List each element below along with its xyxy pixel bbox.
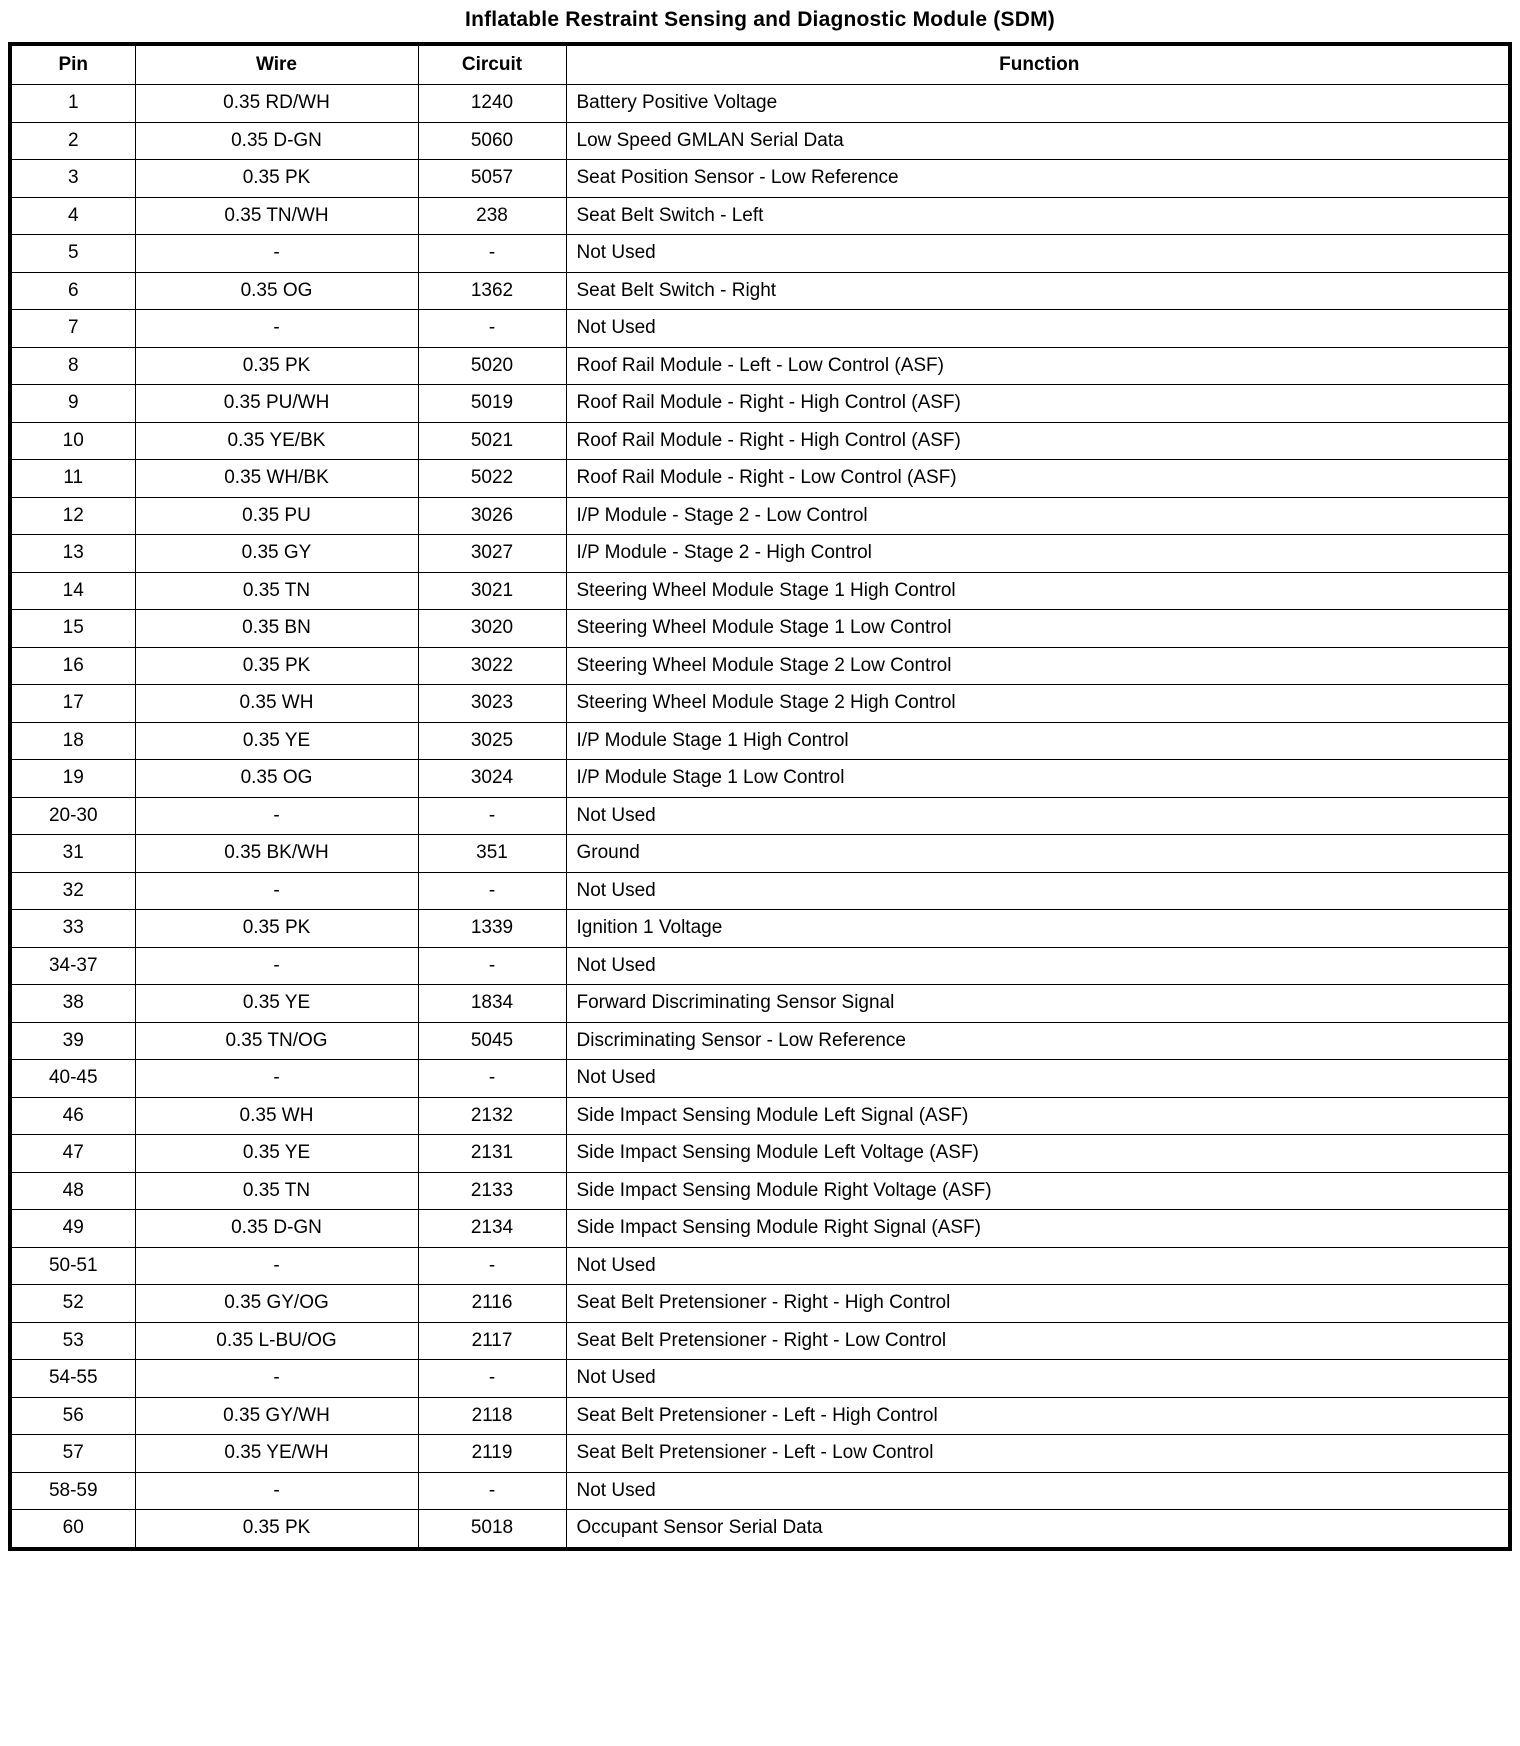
table-row — [10, 497, 1510, 535]
pin-cell: 32 — [10, 872, 135, 910]
circuit-cell: - — [418, 1472, 566, 1510]
table-row — [10, 685, 1510, 723]
table-row — [10, 272, 1510, 310]
table-row — [10, 572, 1510, 610]
circuit-cell: - — [418, 235, 566, 273]
function-cell: Side Impact Sensing Module Left Voltage (ASF) — [566, 1135, 1510, 1173]
function-cell: Side Impact Sensing Module Left Signal (ASF) — [566, 1097, 1510, 1135]
pin-cell: 8 — [10, 347, 135, 385]
pin-cell: 48 — [10, 1172, 135, 1210]
function-cell: Seat Position Sensor - Low Reference — [566, 160, 1510, 198]
circuit-cell: 3024 — [418, 760, 566, 798]
wire-cell: - — [135, 947, 418, 985]
table-row — [10, 722, 1510, 760]
table-row — [10, 760, 1510, 798]
function-cell: Forward Discriminating Sensor Signal — [566, 985, 1510, 1023]
function-cell: Seat Belt Pretensioner - Right - High Control — [566, 1285, 1510, 1323]
header-circuit: Circuit — [418, 44, 566, 85]
circuit-cell: 5057 — [418, 160, 566, 198]
circuit-cell: - — [418, 947, 566, 985]
wire-cell: - — [135, 1360, 418, 1398]
pin-cell: 4 — [10, 197, 135, 235]
function-cell: Roof Rail Module - Right - Low Control (ASF) — [566, 460, 1510, 498]
pin-cell: 14 — [10, 572, 135, 610]
pin-cell: 12 — [10, 497, 135, 535]
function-cell: I/P Module Stage 1 High Control — [566, 722, 1510, 760]
circuit-cell: - — [418, 1247, 566, 1285]
wire-cell: - — [135, 872, 418, 910]
pin-cell: 15 — [10, 610, 135, 648]
function-cell: Seat Belt Pretensioner - Right - Low Control — [566, 1322, 1510, 1360]
function-cell: Ground — [566, 835, 1510, 873]
pin-cell: 47 — [10, 1135, 135, 1173]
pin-cell: 58-59 — [10, 1472, 135, 1510]
wire-cell: 0.35 OG — [135, 760, 418, 798]
pin-cell: 54-55 — [10, 1360, 135, 1398]
function-cell: I/P Module - Stage 2 - High Control — [566, 535, 1510, 573]
table-row — [10, 310, 1510, 348]
table-row — [10, 385, 1510, 423]
pin-cell: 6 — [10, 272, 135, 310]
table-row — [10, 1210, 1510, 1248]
table-row — [10, 610, 1510, 648]
function-cell: Seat Belt Pretensioner - Left - High Control — [566, 1397, 1510, 1435]
pin-cell: 49 — [10, 1210, 135, 1248]
header-row — [10, 44, 1510, 85]
table-row — [10, 160, 1510, 198]
wire-cell: 0.35 PK — [135, 160, 418, 198]
table-row — [10, 1360, 1510, 1398]
header-wire: Wire — [135, 44, 418, 85]
pin-cell: 1 — [10, 85, 135, 123]
circuit-cell: 3023 — [418, 685, 566, 723]
pin-cell: 57 — [10, 1435, 135, 1473]
function-cell: Steering Wheel Module Stage 1 High Control — [566, 572, 1510, 610]
circuit-cell: 2118 — [418, 1397, 566, 1435]
table-row — [10, 197, 1510, 235]
table-row — [10, 235, 1510, 273]
function-cell: Occupant Sensor Serial Data — [566, 1510, 1510, 1549]
wire-cell: 0.35 GY/WH — [135, 1397, 418, 1435]
pin-cell: 11 — [10, 460, 135, 498]
wire-cell: 0.35 WH — [135, 1097, 418, 1135]
table-body — [10, 85, 1510, 1549]
function-cell: Not Used — [566, 1247, 1510, 1285]
function-cell: Not Used — [566, 872, 1510, 910]
function-cell: Not Used — [566, 1360, 1510, 1398]
circuit-cell: 2134 — [418, 1210, 566, 1248]
wire-cell: 0.35 GY — [135, 535, 418, 573]
wire-cell: - — [135, 310, 418, 348]
table-row — [10, 985, 1510, 1023]
function-cell: Seat Belt Switch - Right — [566, 272, 1510, 310]
table-row — [10, 1022, 1510, 1060]
function-cell: Steering Wheel Module Stage 2 Low Control — [566, 647, 1510, 685]
pin-cell: 56 — [10, 1397, 135, 1435]
function-cell: Low Speed GMLAN Serial Data — [566, 122, 1510, 160]
circuit-cell: 1362 — [418, 272, 566, 310]
circuit-cell: 5021 — [418, 422, 566, 460]
pin-cell: 50-51 — [10, 1247, 135, 1285]
circuit-cell: 3022 — [418, 647, 566, 685]
wire-cell: 0.35 YE — [135, 985, 418, 1023]
pin-cell: 9 — [10, 385, 135, 423]
wire-cell: 0.35 BN — [135, 610, 418, 648]
table-row — [10, 1172, 1510, 1210]
wire-cell: 0.35 PK — [135, 347, 418, 385]
circuit-cell: 1339 — [418, 910, 566, 948]
circuit-cell: 5060 — [418, 122, 566, 160]
function-cell: Not Used — [566, 947, 1510, 985]
pin-cell: 16 — [10, 647, 135, 685]
pin-cell: 2 — [10, 122, 135, 160]
function-cell: Seat Belt Pretensioner - Left - Low Control — [566, 1435, 1510, 1473]
function-cell: Battery Positive Voltage — [566, 85, 1510, 123]
function-cell: Roof Rail Module - Left - Low Control (ASF) — [566, 347, 1510, 385]
circuit-cell: 2133 — [418, 1172, 566, 1210]
circuit-cell: 2119 — [418, 1435, 566, 1473]
wire-cell: - — [135, 235, 418, 273]
circuit-cell: 5022 — [418, 460, 566, 498]
function-cell: Steering Wheel Module Stage 2 High Control — [566, 685, 1510, 723]
circuit-cell: 3027 — [418, 535, 566, 573]
table-row — [10, 647, 1510, 685]
wire-cell: 0.35 OG — [135, 272, 418, 310]
wire-cell: 0.35 TN — [135, 1172, 418, 1210]
wire-cell: 0.35 D-GN — [135, 122, 418, 160]
table-header — [10, 44, 1510, 85]
function-cell: Side Impact Sensing Module Right Voltage (ASF) — [566, 1172, 1510, 1210]
table-row — [10, 835, 1510, 873]
function-cell: Roof Rail Module - Right - High Control (ASF) — [566, 385, 1510, 423]
pin-cell: 52 — [10, 1285, 135, 1323]
table-row — [10, 910, 1510, 948]
table-row — [10, 1472, 1510, 1510]
wire-cell: 0.35 GY/OG — [135, 1285, 418, 1323]
function-cell: Ignition 1 Voltage — [566, 910, 1510, 948]
function-cell: I/P Module Stage 1 Low Control — [566, 760, 1510, 798]
pin-cell: 20-30 — [10, 797, 135, 835]
wire-cell: 0.35 PU — [135, 497, 418, 535]
circuit-cell: 1240 — [418, 85, 566, 123]
table-row — [10, 422, 1510, 460]
wire-cell: 0.35 WH — [135, 685, 418, 723]
pin-cell: 33 — [10, 910, 135, 948]
wire-cell: 0.35 L-BU/OG — [135, 1322, 418, 1360]
function-cell: Not Used — [566, 1060, 1510, 1098]
wire-cell: 0.35 TN/WH — [135, 197, 418, 235]
function-cell: Steering Wheel Module Stage 1 Low Control — [566, 610, 1510, 648]
pin-cell: 38 — [10, 985, 135, 1023]
circuit-cell: 3021 — [418, 572, 566, 610]
table-row — [10, 1247, 1510, 1285]
circuit-cell: 238 — [418, 197, 566, 235]
table-row — [10, 1435, 1510, 1473]
wire-cell: 0.35 WH/BK — [135, 460, 418, 498]
function-cell: Discriminating Sensor - Low Reference — [566, 1022, 1510, 1060]
wire-cell: 0.35 D-GN — [135, 1210, 418, 1248]
table-row — [10, 1135, 1510, 1173]
pin-cell: 40-45 — [10, 1060, 135, 1098]
wire-cell: 0.35 YE — [135, 722, 418, 760]
table-row — [10, 1510, 1510, 1549]
pin-cell: 53 — [10, 1322, 135, 1360]
circuit-cell: 3025 — [418, 722, 566, 760]
table-row — [10, 460, 1510, 498]
circuit-cell: - — [418, 797, 566, 835]
circuit-cell: 3020 — [418, 610, 566, 648]
table-row — [10, 122, 1510, 160]
wire-cell: 0.35 TN/OG — [135, 1022, 418, 1060]
circuit-cell: 3026 — [418, 497, 566, 535]
function-cell: Not Used — [566, 797, 1510, 835]
wire-cell: 0.35 TN — [135, 572, 418, 610]
function-cell: Side Impact Sensing Module Right Signal (ASF) — [566, 1210, 1510, 1248]
circuit-cell: 1834 — [418, 985, 566, 1023]
circuit-cell: 2116 — [418, 1285, 566, 1323]
function-cell: Not Used — [566, 235, 1510, 273]
circuit-cell: 2131 — [418, 1135, 566, 1173]
header-pin: Pin — [10, 44, 135, 85]
wire-cell: 0.35 PU/WH — [135, 385, 418, 423]
wire-cell: 0.35 BK/WH — [135, 835, 418, 873]
pin-cell: 60 — [10, 1510, 135, 1549]
pin-cell: 18 — [10, 722, 135, 760]
circuit-cell: 2117 — [418, 1322, 566, 1360]
table-row — [10, 797, 1510, 835]
circuit-cell: - — [418, 1060, 566, 1098]
circuit-cell: 2132 — [418, 1097, 566, 1135]
wire-cell: 0.35 YE — [135, 1135, 418, 1173]
wire-cell: 0.35 PK — [135, 647, 418, 685]
wire-cell: 0.35 PK — [135, 910, 418, 948]
table-row — [10, 1060, 1510, 1098]
wire-cell: 0.35 YE/BK — [135, 422, 418, 460]
circuit-cell: - — [418, 872, 566, 910]
function-cell: I/P Module - Stage 2 - Low Control — [566, 497, 1510, 535]
table-row — [10, 535, 1510, 573]
wire-cell: - — [135, 797, 418, 835]
pin-cell: 3 — [10, 160, 135, 198]
wire-cell: - — [135, 1472, 418, 1510]
table-row — [10, 947, 1510, 985]
table-row — [10, 1397, 1510, 1435]
table-row — [10, 1097, 1510, 1135]
pin-cell: 13 — [10, 535, 135, 573]
pin-cell: 5 — [10, 235, 135, 273]
table-row — [10, 1322, 1510, 1360]
circuit-cell: - — [418, 310, 566, 348]
circuit-cell: 351 — [418, 835, 566, 873]
pin-cell: 17 — [10, 685, 135, 723]
wire-cell: 0.35 RD/WH — [135, 85, 418, 123]
sdm-pinout-table — [8, 42, 1512, 1551]
wire-cell: - — [135, 1060, 418, 1098]
pin-cell: 46 — [10, 1097, 135, 1135]
table-row — [10, 347, 1510, 385]
page-title: Inflatable Restraint Sensing and Diagnostic Module (SDM) — [465, 8, 1055, 31]
wire-cell: 0.35 YE/WH — [135, 1435, 418, 1473]
table-row — [10, 1285, 1510, 1323]
function-cell: Seat Belt Switch - Left — [566, 197, 1510, 235]
pin-cell: 34-37 — [10, 947, 135, 985]
table-row — [10, 85, 1510, 123]
circuit-cell: 5045 — [418, 1022, 566, 1060]
pin-cell: 31 — [10, 835, 135, 873]
function-cell: Roof Rail Module - Right - High Control (ASF) — [566, 422, 1510, 460]
circuit-cell: - — [418, 1360, 566, 1398]
circuit-cell: 5020 — [418, 347, 566, 385]
pin-cell: 10 — [10, 422, 135, 460]
wire-cell: - — [135, 1247, 418, 1285]
circuit-cell: 5018 — [418, 1510, 566, 1549]
function-cell: Not Used — [566, 310, 1510, 348]
circuit-cell: 5019 — [418, 385, 566, 423]
table-row — [10, 872, 1510, 910]
function-cell: Not Used — [566, 1472, 1510, 1510]
wire-cell: 0.35 PK — [135, 1510, 418, 1549]
pin-cell: 7 — [10, 310, 135, 348]
pin-cell: 39 — [10, 1022, 135, 1060]
pin-cell: 19 — [10, 760, 135, 798]
header-function: Function — [566, 44, 1510, 85]
